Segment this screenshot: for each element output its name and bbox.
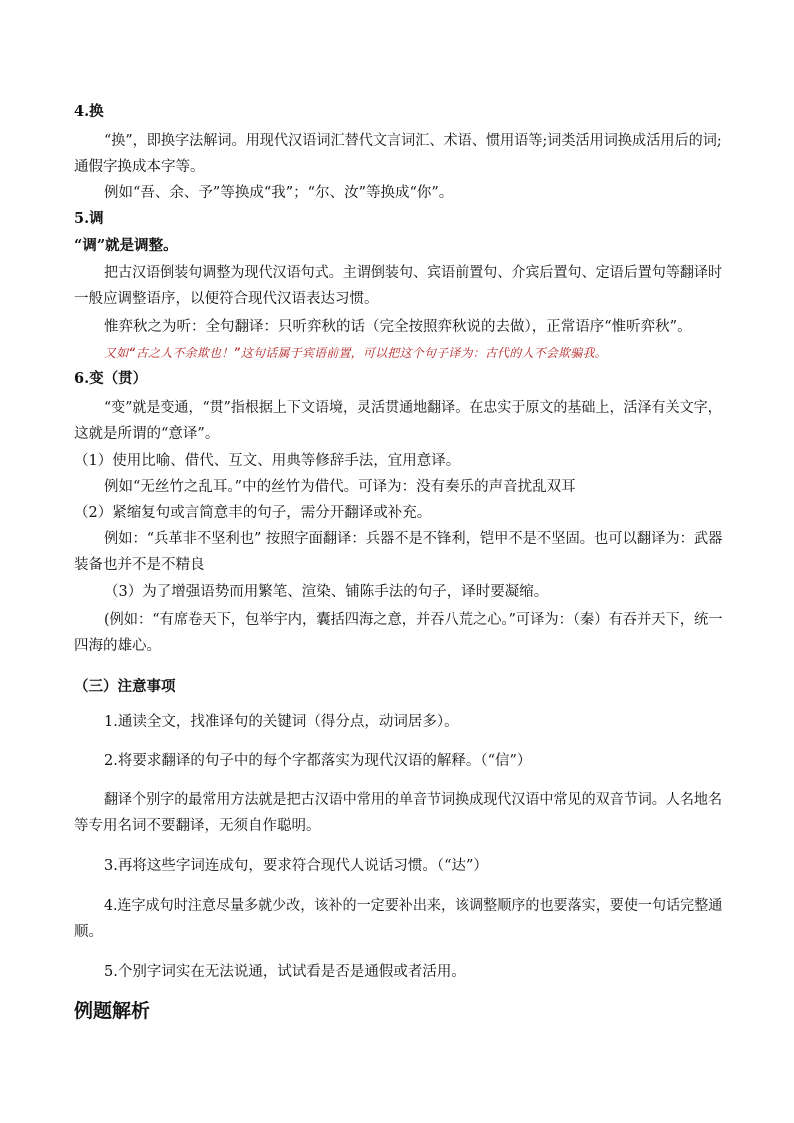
- section-5-red-note: 又如“古之人不余欺也！”这句话属于宾语前置，可以把这个句子译为：古代的人不会欺骗我。: [104, 346, 607, 360]
- section-6-item-2-example-line-1: 例如：“兵革非不坚利也” 按照字面翻译：兵器不是不锋利，铠甲不是不坚固。也可以翻译为：武器: [104, 531, 723, 547]
- section-6-item-3: （3）为了增强语势而用繁笔、渲染、铺陈手法的句子，译时要凝缩。: [104, 584, 549, 600]
- section-6-paragraph-line-2: 这就是所谓的“意译”。: [74, 426, 220, 442]
- section-5-paragraph-line-2: 一般应调整语序，以便符合现代汉语表达习惯。: [74, 291, 379, 307]
- note-5: 5.个别字词实在无法说通，试试看是否是通假或者活用。: [104, 964, 466, 980]
- section-4-paragraph-line-2: 通假字换成本字等。: [74, 159, 205, 175]
- section-4-heading: 4.换: [74, 103, 104, 120]
- section-6-item-3-example-line-2: 四海的雄心。: [74, 638, 161, 654]
- section-5-definition: “调”就是调整。: [74, 237, 178, 254]
- note-4-line-1: 4.连字成句时注意尽量多就少改，该补的一定要补出来，该调整顺序的也要落实，要使一句话完整通: [104, 898, 723, 914]
- section-4-example: 例如“吾、余、予”等换成“我”；“尔、汝”等换成“你”。: [104, 185, 454, 201]
- section-5-heading: 5.调: [74, 210, 104, 227]
- section-6-item-1-example: 例如“无丝竹之乱耳。”中的丝竹为借代。可译为：没有奏乐的声音扰乱双耳: [104, 479, 576, 495]
- note-1: 1.通读全文，找准译句的关键词（得分点，动词居多）。: [104, 714, 459, 730]
- notes-heading: （三）注意事项: [74, 678, 176, 695]
- note-3: 3.再将这些字词连成句，要求符合现代人说话习惯。（“达”）: [104, 858, 488, 874]
- section-6-item-1: （1）使用比喻、借代、互文、用典等修辞手法，宜用意译。: [74, 453, 461, 469]
- note-4-line-2: 顺。: [74, 924, 103, 940]
- note-2-paragraph-line-1: 翻译个别字的最常用方法就是把古汉语中常用的单音节词换成现代汉语中常见的双音节词。人名地名: [104, 792, 723, 808]
- note-2: 2.将要求翻译的句子中的每个字都落实为现代汉语的解释。（“信”）: [104, 753, 532, 769]
- section-6-item-3-example-line-1: (例如：“有席卷天下，包举宇内，囊括四海之意，并吞八荒之心。”可译为：（秦）有吞并天下，统一: [104, 612, 723, 628]
- section-5-example: 惟弈秋之为听：全句翻译：只听弈秋的话（完全按照弈秋说的去做），正常语序“惟听弈秋”。: [104, 319, 692, 335]
- example-analysis-heading: 例题解析: [74, 1000, 151, 1022]
- note-2-paragraph-line-2: 等专用名词不要翻译，无须自作聪明。: [74, 818, 321, 834]
- section-6-item-2: （2）紧缩复句或言简意丰的句子，需分开翻译或补充。: [74, 505, 432, 521]
- section-6-heading: 6.变（贯）: [74, 370, 148, 387]
- section-6-item-2-example-line-2: 装备也并不是不精良: [74, 557, 205, 573]
- section-5-paragraph-line-1: 把古汉语倒装句调整为现代汉语句式。主谓倒装句、宾语前置句、介宾后置句、定语后置句等翻译时: [104, 265, 723, 281]
- section-6-paragraph-line-1: “变”就是变通，“贯”指根据上下文语境，灵活贯通地翻译。在忠实于原文的基础上，活泽有关文字，: [104, 400, 722, 416]
- section-4-paragraph-line-1: “换”，即换字法解词。用现代汉语词汇替代文言词汇、术语、惯用语等;词类活用词换成活用后的词;: [104, 133, 722, 149]
